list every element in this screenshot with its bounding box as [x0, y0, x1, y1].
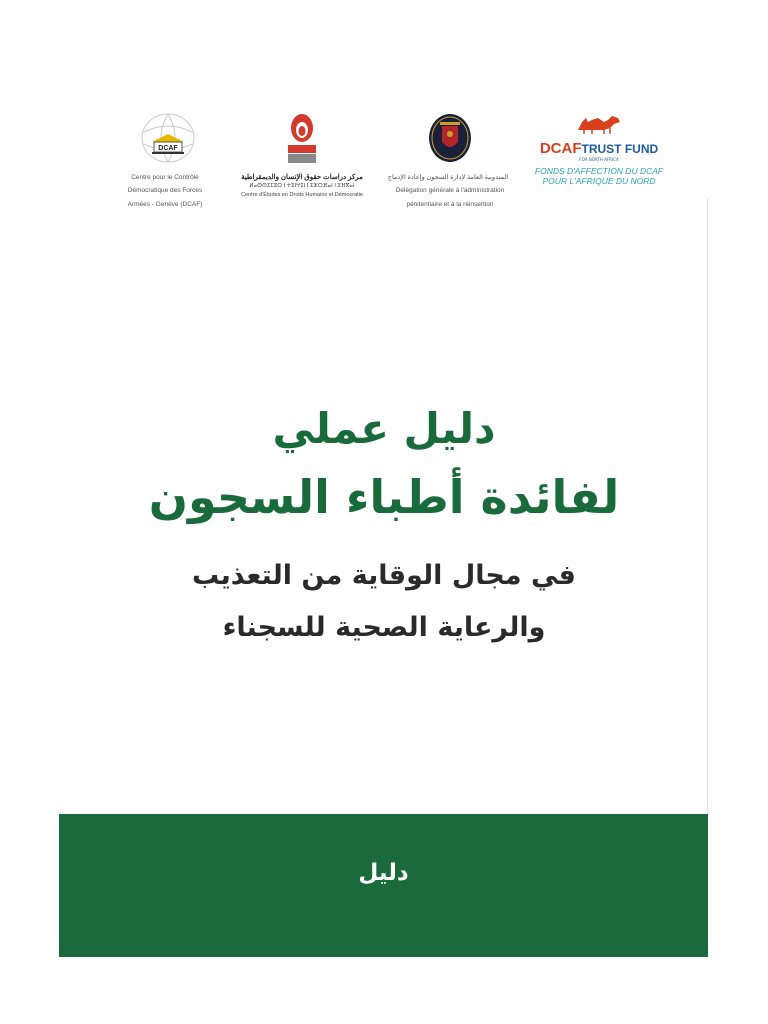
- bottom-band: [59, 814, 708, 957]
- trust-fund-caption-1: FONDS D'AFFECTION DU DCAF: [534, 166, 664, 176]
- camel-icon: [574, 112, 624, 134]
- title-line-2: لفائدة أطباء السجون: [148, 470, 620, 524]
- dcaf-globe-icon: [130, 112, 200, 164]
- dcaf-caption-3: Armées - Genève (DCAF): [127, 200, 203, 208]
- subtitle-line-2: والرعاية الصحية للسجناء: [222, 612, 546, 643]
- dcaf-caption-2: Démocratique des Forces: [127, 187, 203, 195]
- cedhd-caption-arabic: مركز دراسات حقوق الإنسان والديمقراطية: [241, 174, 363, 181]
- dcaf-logo: [110, 112, 220, 208]
- title-line-1: دليل عملي: [272, 404, 496, 453]
- dgapr-emblem-icon: [426, 112, 474, 164]
- trust-fund-title: TRUST FUND: [581, 142, 659, 156]
- trust-fund-caption: [524, 166, 674, 186]
- trust-fund-caption-2: POUR L'AFRIQUE DU NORD: [542, 176, 656, 187]
- cedhd-emblem-icon: [282, 112, 322, 166]
- trust-fund-dcaf: DCAF: [539, 140, 582, 157]
- svg-text:DCAF: DCAF: [158, 145, 178, 152]
- subtitle-line-1: في مجال الوقاية من التعذيب: [192, 560, 576, 591]
- cedhd-logo: [232, 112, 372, 199]
- cedhd-caption-french: Centre d'Études en Droits Humains et Démocratie: [241, 192, 363, 199]
- dgapr-caption-arabic: المندوبية العامة لإدارة السجون وإعادة الإدماج: [387, 174, 508, 181]
- dgapr-logo: [387, 112, 508, 208]
- trust-fund-sub: FOR NORTH AFRICA: [579, 157, 619, 162]
- dgapr-caption-2: Délégation générale à l'administration: [395, 187, 505, 195]
- dcaf-caption-1: Centre pour le Contrôle: [131, 174, 199, 181]
- cedhd-caption-tifinagh: ⵍⴰⵙⵙⵉⵎⵓⵔ ⵏ ⵜⵓⵏⵖⵉⵏ ⵏ ⵉⵣⵔⴼⴰⵏ ⵏ ⵓⴼⴳⴰⵏ: [249, 183, 355, 190]
- partner-logos: [100, 112, 680, 212]
- dgapr-caption-3: pénitentiaire et à la réinsertion: [406, 200, 494, 208]
- trust-fund-name: [524, 140, 674, 157]
- trust-fund-logo: [524, 112, 674, 186]
- band-label: دليل: [358, 860, 409, 886]
